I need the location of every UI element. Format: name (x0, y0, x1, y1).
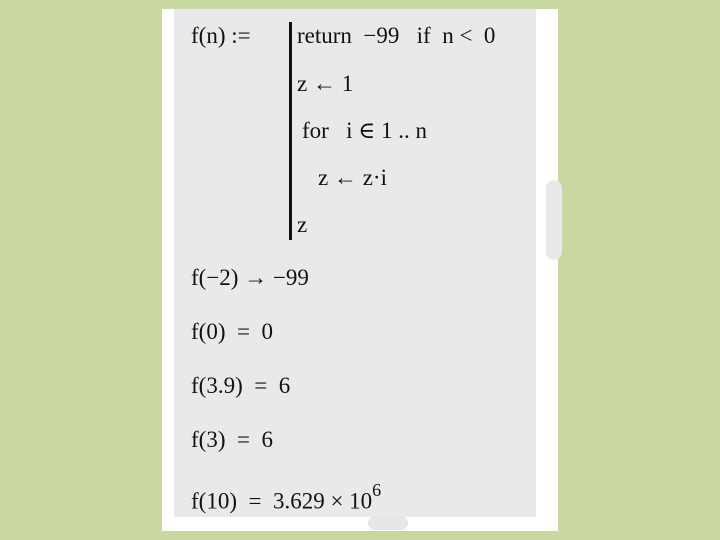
program-line-result: z (297, 212, 308, 237)
result-f-3-9: f(3.9) = 6 (191, 373, 291, 398)
result-f-10 (191, 480, 381, 516)
result-f-10-mantissa: f(10) = 3.629 × 10 (191, 488, 373, 514)
result-f-3: f(3) = 6 (191, 427, 273, 452)
function-header: f(n) := (191, 23, 251, 48)
program-line-return: return −99 if n < 0 (297, 23, 496, 48)
program-line-init: z ← 1 (297, 71, 354, 96)
result-f-minus-2: f(−2) → −99 (191, 265, 309, 290)
scan-artifact (546, 180, 562, 260)
program-line-for: for i ∈ 1 .. n (302, 118, 427, 143)
result-f-0: f(0) = 0 (191, 319, 273, 344)
result-f-10-exponent: 6 (372, 480, 382, 500)
scan-artifact (368, 516, 408, 530)
program-line-body: z ← z·i (318, 165, 387, 190)
program-bracket (289, 22, 292, 240)
